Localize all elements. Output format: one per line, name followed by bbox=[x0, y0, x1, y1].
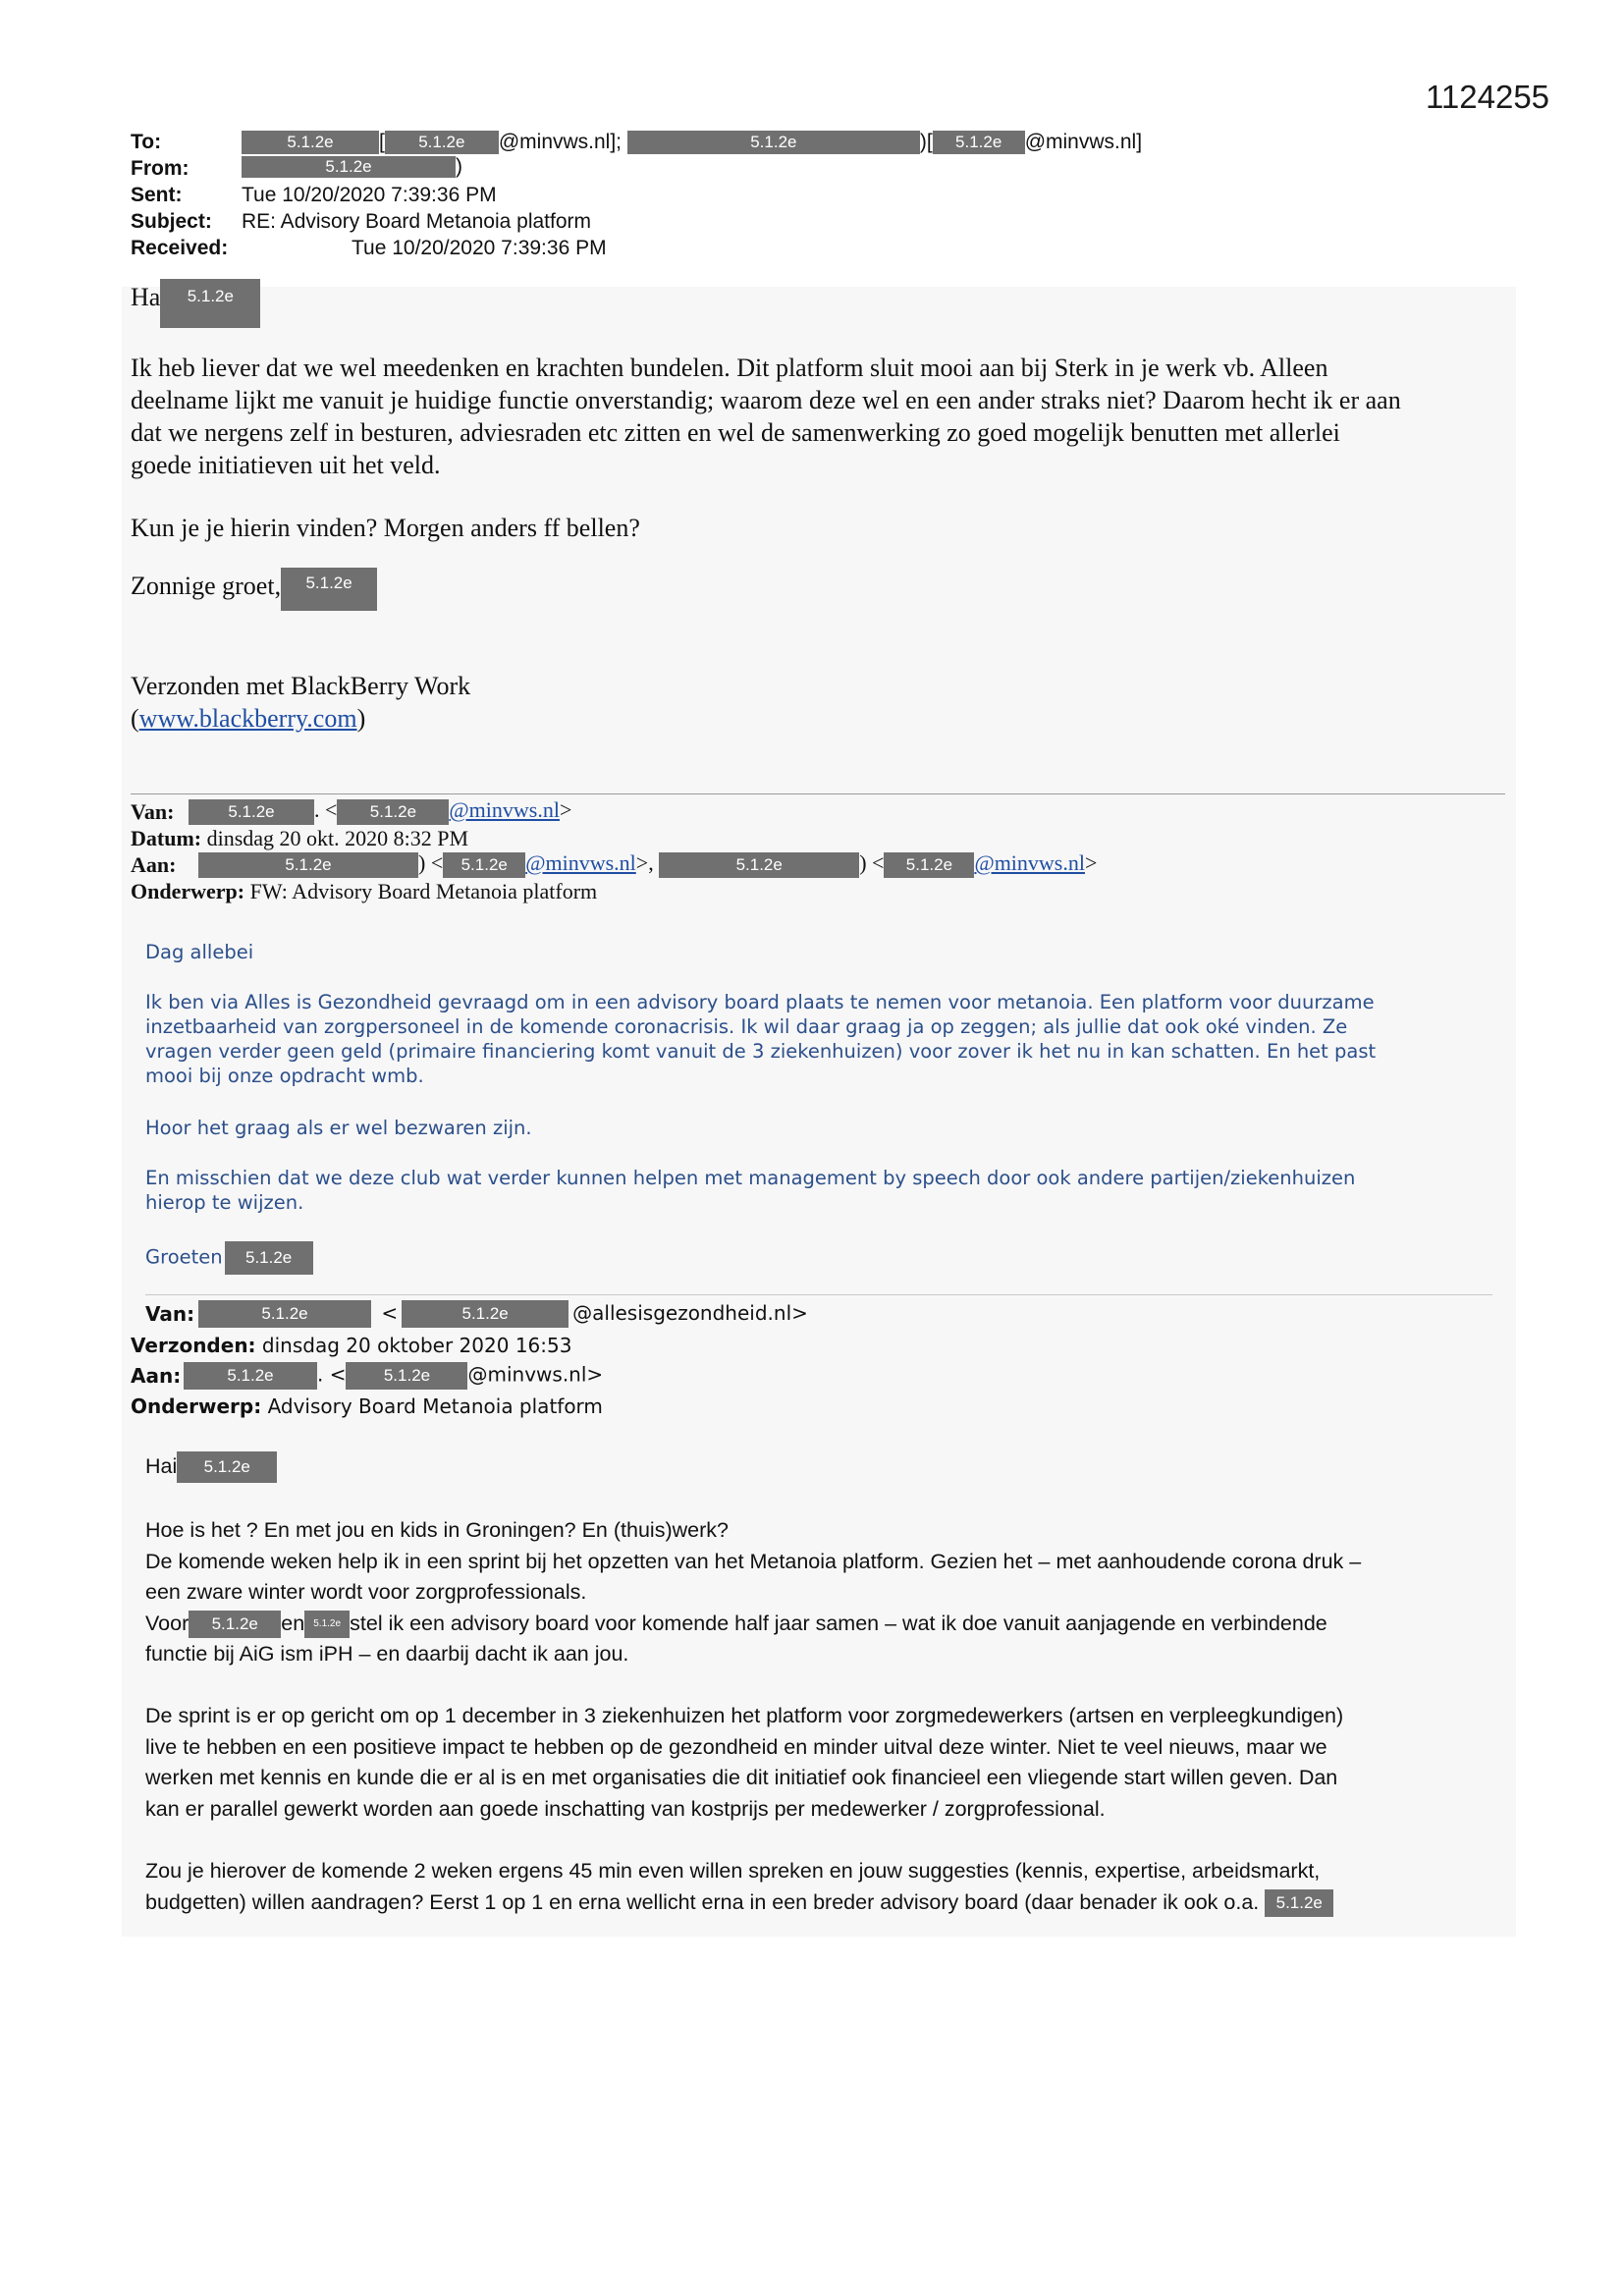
reply-line: deelname lijkt me vanuit je huidige functie onverstandig; waarom deze wel en een ander straks niet? Daarom hecht ik er aan bbox=[131, 386, 1401, 414]
redaction-box: 5.1.2e bbox=[346, 1362, 467, 1390]
header-to-row bbox=[131, 131, 161, 154]
onderwerp-value: FW: Advisory Board Metanoia platform bbox=[249, 879, 598, 903]
forward-van-row bbox=[131, 799, 174, 825]
original-aan-values: 5.1.2e . < 5.1.2e @minvws.nl> bbox=[184, 1362, 603, 1390]
verzonden-label: Verzonden: bbox=[131, 1334, 256, 1357]
forward-line: En misschien dat we deze club wat verder kunnen helpen met management by speech door ook andere partijen/ziekenhuizen bbox=[145, 1167, 1356, 1189]
original-line: De komende weken help ik in een sprint bij het opzetten van het Metanoia platform. Gezien het – met aanhoudende corona druk – bbox=[145, 1549, 1362, 1573]
sent-value: Tue 10/20/2020 7:39:36 PM bbox=[242, 184, 497, 206]
redaction-box: 5.1.2e bbox=[385, 131, 499, 154]
reply-line: goede initiatieven uit het veld. bbox=[131, 451, 441, 479]
reply-closing bbox=[131, 572, 377, 611]
redaction-box: 5.1.2e bbox=[189, 799, 314, 825]
reply-greeting bbox=[131, 283, 260, 328]
separator-line bbox=[145, 1294, 1492, 1295]
forward-onderwerp-row bbox=[131, 879, 597, 904]
forward-aan-values: 5.1.2e ) < 5.1.2e @minvws.nl>, 5.1.2e ) < 5.1.2e @minvws.nl> bbox=[198, 850, 1097, 878]
forward-line: vragen verder geen geld (primaire financiering komt vanuit de 3 ziekenhuizen) voor zover ik het nu in kan schatten. En het past bbox=[145, 1040, 1377, 1063]
redaction-box: 5.1.2e bbox=[627, 131, 920, 154]
reply-paragraph-2: Kun je je hierin vinden? Morgen anders ff bellen? bbox=[131, 514, 640, 542]
original-line: live te hebben en een positieve impact te hebben op de gezondheid en minder uitval deze winter. Niet te veel nieuws, maar we bbox=[145, 1734, 1327, 1759]
aan-label: Aan: bbox=[131, 852, 177, 877]
forward-line: Ik ben via Alles is Gezondheid gevraagd om in een advisory board plaats te nemen voor metanoia. Een platform voor duurzame bbox=[145, 991, 1375, 1013]
original-line: functie bij AiG ism iPH – en daarbij dacht ik aan jou. bbox=[145, 1642, 629, 1666]
from-value: 5.1.2e ) bbox=[242, 155, 462, 179]
redaction-box: 5.1.2e bbox=[337, 799, 449, 825]
forward-aan-row bbox=[131, 852, 176, 878]
document-id: 1124255 bbox=[1426, 79, 1550, 115]
redaction-box: 5.1.2e bbox=[933, 131, 1025, 154]
reply-paragraph-1 bbox=[131, 352, 1401, 481]
aan-label: Aan: bbox=[131, 1364, 182, 1388]
line-fragment: en bbox=[281, 1611, 305, 1635]
forward-van-value: 5.1.2e . < 5.1.2e @minvws.nl> bbox=[189, 797, 571, 825]
van-email-link[interactable]: @minvws.nl bbox=[449, 797, 560, 822]
redaction-box: 5.1.2e bbox=[184, 1362, 317, 1390]
aan-email-link[interactable]: @minvws.nl bbox=[974, 850, 1085, 875]
greeting-text: Ha bbox=[131, 283, 161, 311]
subject-value: RE: Advisory Board Metanoia platform bbox=[242, 210, 591, 233]
original-line: een zware winter wordt voor zorgprofessionals. bbox=[145, 1580, 587, 1604]
reply-line: dat we nergens zelf in besturen, adviesraden etc zitten en wel de samenwerking zo goed mogelijk benutten met allerlei bbox=[131, 418, 1340, 447]
redaction-box: 5.1.2e bbox=[198, 852, 418, 878]
datum-label: Datum: bbox=[131, 826, 202, 850]
closing-text: Zonnige groet, bbox=[131, 572, 282, 600]
original-paragraph-3 bbox=[145, 1856, 1333, 1918]
original-paragraph-1 bbox=[145, 1515, 1361, 1670]
original-line-redacted bbox=[145, 1887, 1333, 1919]
redaction-box: 5.1.2e bbox=[198, 1300, 371, 1328]
forward-greeting: Dag allebei bbox=[145, 941, 254, 963]
original-van-row bbox=[145, 1302, 194, 1326]
line-fragment: stel ik een advisory board voor komende half jaar samen – wat ik doe vanuit aanjagende en verbindende bbox=[350, 1611, 1327, 1635]
van-label: Van: bbox=[145, 1302, 195, 1326]
greeting-text: Hai bbox=[145, 1454, 178, 1478]
header-to-values: 5.1.2e [ 5.1.2e @minvws.nl]; 5.1.2e )[ 5.1.2e @minvws.nl] bbox=[242, 131, 1142, 154]
original-aan-row bbox=[131, 1364, 181, 1388]
line-fragment: budgetten) willen aandragen? Eerst 1 op 1 en erna wellicht erna in een breder advisory board (daar benader ik ook o.a. bbox=[145, 1889, 1260, 1914]
van-email: @allesisgezondheid.nl> bbox=[572, 1300, 808, 1325]
original-van-values: 5.1.2e < 5.1.2e @allesisgezondheid.nl> bbox=[198, 1300, 808, 1328]
datum-value: dinsdag 20 okt. 2020 8:32 PM bbox=[206, 826, 469, 850]
redaction-box: 5.1.2e bbox=[242, 156, 456, 178]
subject-label: Subject: bbox=[131, 210, 212, 233]
original-line: werken met kennis en kunde die er al is en met organisaties die dit initiatief ook financieel een vliegende start willen geven. Dan bbox=[145, 1766, 1338, 1789]
redaction-box: 5.1.2e bbox=[189, 1611, 281, 1638]
line-fragment: Voor bbox=[145, 1611, 189, 1635]
original-paragraph-2 bbox=[145, 1701, 1343, 1825]
forward-line: hierop te wijzen. bbox=[145, 1191, 304, 1214]
van-label: Van: bbox=[131, 799, 175, 824]
subject-row bbox=[131, 210, 212, 234]
to-label: To: bbox=[131, 131, 162, 153]
received-label: Received: bbox=[131, 237, 229, 259]
to-email-1: @minvws.nl]; bbox=[498, 131, 623, 153]
onderwerp-label: Onderwerp: bbox=[131, 1394, 262, 1418]
redaction-box: 5.1.2e bbox=[884, 852, 974, 878]
redaction-box: 5.1.2e bbox=[281, 568, 377, 611]
original-line: Hoe is het ? En met jou en kids in Groningen? En (thuis)werk? bbox=[145, 1518, 729, 1542]
onderwerp-label: Onderwerp: bbox=[131, 879, 245, 903]
aan-email: @minvws.nl> bbox=[467, 1362, 604, 1387]
sent-row bbox=[131, 184, 183, 207]
forward-datum-row bbox=[131, 826, 468, 851]
redaction-box: 5.1.2e bbox=[177, 1451, 277, 1483]
forward-closing bbox=[145, 1241, 313, 1275]
to-email-2: @minvws.nl] bbox=[1024, 131, 1143, 153]
received-value: Tue 10/20/2020 7:39:36 PM bbox=[352, 237, 607, 259]
original-onderwerp-row bbox=[131, 1394, 603, 1418]
redaction-box: 5.1.2e bbox=[402, 1300, 568, 1328]
redaction-box: 5.1.2e bbox=[160, 279, 260, 328]
original-line: De sprint is er op gericht om op 1 december in 3 ziekenhuizen het platform voor zorgmedewerkers (artsen en verpleegkundigen) bbox=[145, 1704, 1344, 1727]
verzonden-value: dinsdag 20 oktober 2020 16:53 bbox=[261, 1334, 572, 1357]
redaction-box: 5.1.2e bbox=[225, 1241, 313, 1275]
from-label-row bbox=[131, 157, 189, 181]
redaction-box: 5.1.2e bbox=[443, 852, 525, 878]
original-line-redacted bbox=[145, 1609, 1361, 1640]
original-verzonden-row bbox=[131, 1334, 571, 1357]
blackberry-link-row: (www.blackberry.com) bbox=[131, 704, 366, 733]
forward-line: inzetbaarheid van zorgpersoneel in de komende coronacrisis. Ik wil daar graag ja op zeggen; als jullie dat ook oké vinden. Ze bbox=[145, 1015, 1348, 1038]
forward-paragraph-3 bbox=[145, 1166, 1355, 1215]
redaction-box: 5.1.2e bbox=[1265, 1889, 1333, 1917]
redaction-box: 5.1.2e bbox=[304, 1611, 350, 1638]
forward-paragraph-1 bbox=[145, 990, 1376, 1088]
from-label: From: bbox=[131, 157, 189, 180]
forward-paragraph-2: Hoor het graag als er wel bezwaren zijn. bbox=[145, 1117, 532, 1139]
closing-text: Groeten bbox=[145, 1245, 223, 1269]
sent-with-blackberry: Verzonden met BlackBerry Work bbox=[131, 672, 471, 700]
blackberry-link[interactable]: www.blackberry.com bbox=[138, 704, 357, 733]
forward-line: mooi bij onze opdracht wmb. bbox=[145, 1065, 424, 1087]
aan-email-link[interactable]: @minvws.nl bbox=[525, 850, 636, 875]
separator-line bbox=[131, 793, 1505, 794]
sent-label: Sent: bbox=[131, 184, 183, 206]
original-line: Zou je hierover de komende 2 weken ergens 45 min even willen spreken en jouw suggesties (kennis, expertise, arbeidsmarkt, bbox=[145, 1859, 1321, 1883]
reply-line: Ik heb liever dat we wel meedenken en krachten bundelen. Dit platform sluit mooi aan bij Sterk in je werk vb. Alleen bbox=[131, 354, 1328, 382]
onderwerp-value: Advisory Board Metanoia platform bbox=[267, 1394, 603, 1418]
received-row bbox=[131, 237, 228, 260]
redaction-box: 5.1.2e bbox=[659, 852, 859, 878]
original-line: kan er parallel gewerkt worden aan goede inschatting van kostprijs per medewerker / zorgprofessional. bbox=[145, 1796, 1106, 1821]
redaction-box: 5.1.2e bbox=[242, 131, 379, 154]
original-greeting bbox=[145, 1451, 277, 1483]
